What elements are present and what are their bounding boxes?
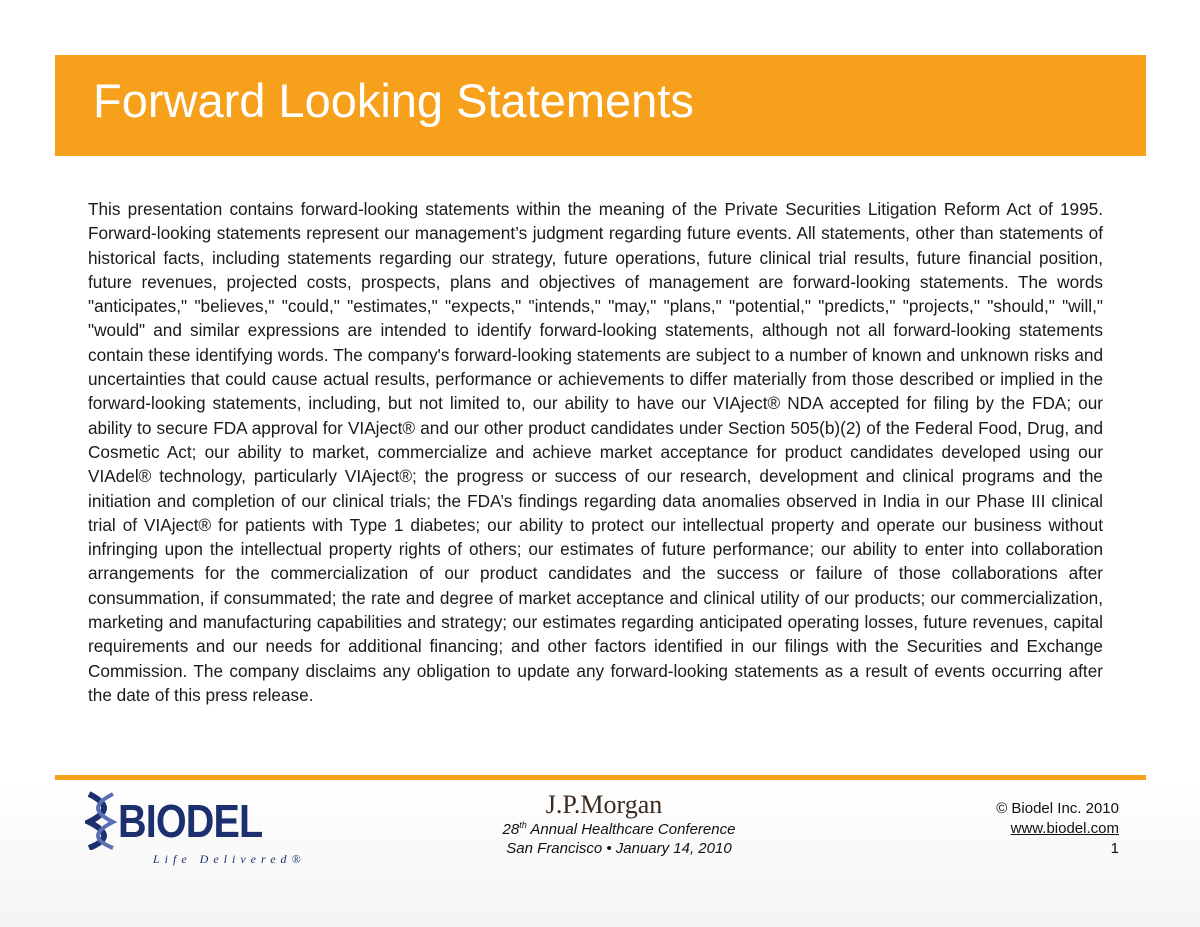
footer-divider bbox=[55, 775, 1146, 780]
page-number: 1 bbox=[1110, 840, 1119, 857]
slide-title: Forward Looking Statements bbox=[93, 74, 694, 127]
logo-wordmark: BIODEL bbox=[118, 795, 263, 847]
forward-looking-statement-text: This presentation contains forward-looking statements within the meaning of the Private Securities Litigation Reform Act of 1995. Forward-looking statements represent our management’s judgment regarding future events. All statements, other than statements of historical facts, including statements regarding our strategy, future operations, future clinical trial results, future financial position, future revenues, projected costs, prospects, plans and objectives of management are forward-looking statements. The words "anticipates," "believes," "could," "estimates," "expects," "intends," "may," "plans," "potential," "predicts," "projects," "should," "will," "would" and similar expressions are intended to identify forward-looking statements, although not all forward-looking statements contain these identifying words. The company's forward-looking statements are subject to a number of known and unknown risks and uncertainties that could cause actual results, performance or achievements to differ materially from those described or implied in the forward-looking statements, including, but not limited to, our ability to have our VIAject® NDA accepted for filing by the FDA; our ability to secure FDA approval for VIAject® and our other product candidates under Section 505(b)(2) of the Federal Food, Drug, and Cosmetic Act; our ability to market, commercialize and achieve market acceptance for product candidates developed using our VIAdel® technology, particularly VIAject®; the progress or success of our research, development and clinical programs and the initiation and completion of our clinical trials; the FDA’s findings regarding data anomalies observed in India in our Phase III clinical trial of VIAject® for patients with Type 1 diabetes; our ability to protect our intellectual property and operate our business without infringing upon the intellectual property rights of others; our estimates of future performance; our ability to enter into collaboration arrangements for the commercialization of our product candidates and the success or failure of those collaborations after consummation, if consummated; the rate and degree of market acceptance and clinical utility of our products; our commercialization, marketing and manufacturing capabilities and strategy; our estimates regarding anticipated operating losses, future revenues, capital requirements and our needs for additional financing; and other factors identified in our filings with the Securities and Exchange Commission. The company disclaims any obligation to update any forward-looking statements as a result of events occurring after the date of this press release. bbox=[88, 199, 1103, 705]
title-banner bbox=[55, 55, 1146, 156]
conference-location-date: San Francisco • January 14, 2010 bbox=[506, 840, 732, 857]
footer-right-info bbox=[996, 799, 1119, 859]
website-link[interactable]: www.biodel.com bbox=[1010, 820, 1119, 837]
logo-tagline: Life Delivered® bbox=[153, 852, 306, 866]
copyright-notice: © Biodel Inc. 2010 bbox=[996, 800, 1119, 817]
conference-name: 28th Annual Healthcare Conference bbox=[502, 820, 736, 838]
jpmorgan-logo: J.P.Morgan bbox=[545, 790, 663, 819]
